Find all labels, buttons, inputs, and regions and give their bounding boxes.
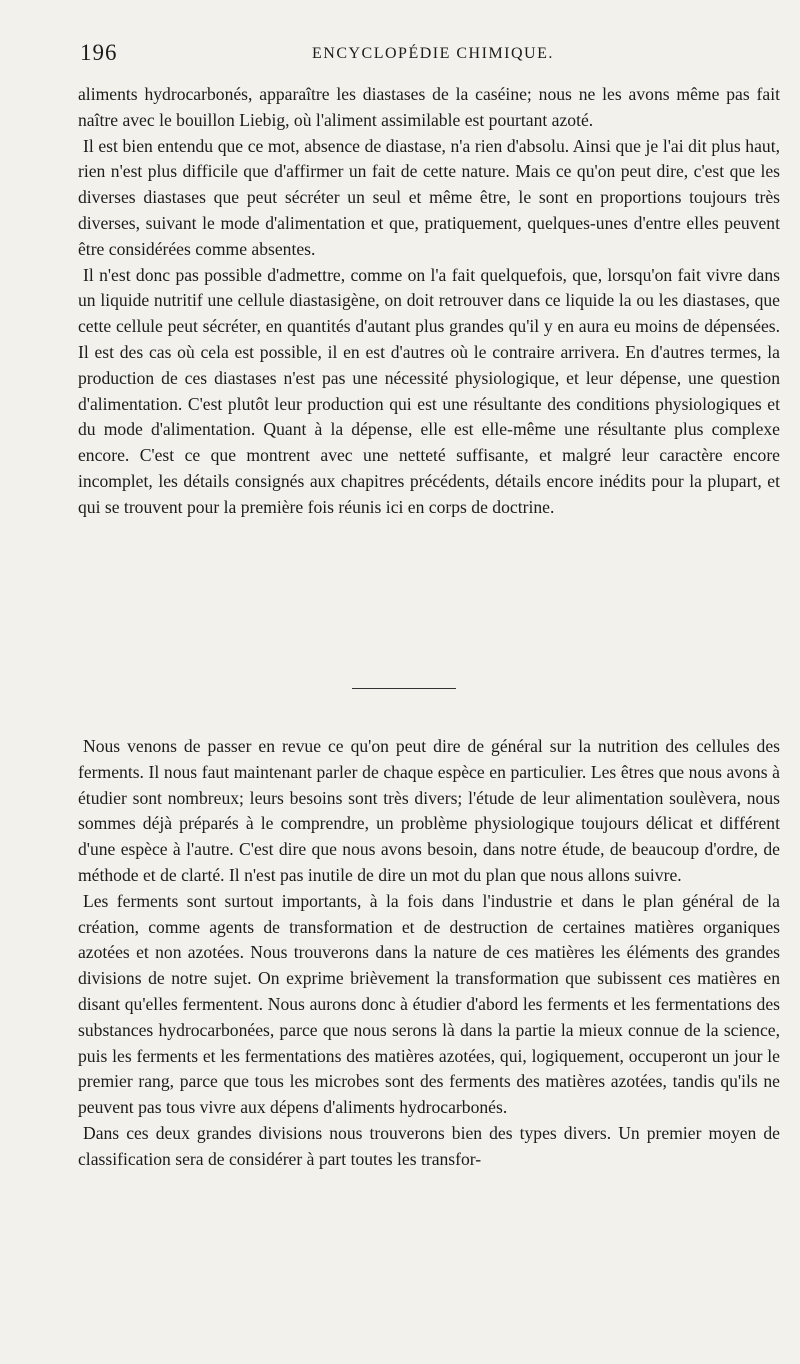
text-section-1 [78, 82, 780, 521]
text-section-2 [78, 734, 780, 1173]
section-separator-rule [352, 688, 456, 689]
paragraph-4: Nous venons de passer en revue ce qu'on peut dire de général sur la nutrition des cellules des ferments. Il nous faut maintenant parler de chaque espèce en particulier. Les êtres que nous avons à étudier sont nombreux; leurs besoins sont très divers; l'étude de leur alimentation soulèvera, nous sommes déjà préparés à le comprendre, un problème physiologique toujours délicat et différent d'une espèce à l'autre. C'est dire que nous avons besoin, dans notre étude, de beaucoup d'ordre, de méthode et de clarté. Il n'est pas inutile de dire un mot du plan que nous allons suivre. [78, 736, 780, 885]
paragraph-6: Dans ces deux grandes divisions nous trouverons bien des types divers. Un premier moyen de classification sera de considérer à part toutes les transfor- [78, 1122, 780, 1169]
paragraph-3: Il n'est donc pas possible d'admettre, comme on l'a fait quelquefois, que, lorsqu'on fait vivre dans un liquide nutritif une cellule diastasigène, on doit retrouver dans ce liquide la ou les diastases, que cette cellule peut sécréter, en quantités d'autant plus grandes qu'il y en aura eu moins de dépensées. Il est des cas où cela est possible, il en est d'autres où le contraire arrivera. En d'autres termes, la production de ces diastases n'est pas une nécessité physiologique, et leur dépense, une question d'alimentation. C'est plutôt leur production qui est une résultante des conditions physiologiques et du mode d'alimentation. Quant à la dépense, elle est elle-même une résultante plus complexe encore. C'est ce que montrent avec une netteté suffisante, et malgré leur caractère encore incomplet, les détails consignés aux chapitres précédents, détails encore inédits pour la plupart, et qui se trouvent pour la première fois réunis ici en corps de doctrine. [78, 264, 780, 517]
paragraph-5: Les ferments sont surtout importants, à la fois dans l'industrie et dans le plan général de la création, comme agents de transformation et de destruction de certaines matières organiques azotées et non azotées. Nous trouverons dans la nature de ces matières les éléments des grandes divisions de notre sujet. On exprime brièvement la transformation que subissent ces matières en disant qu'elles fermentent. Nous aurons donc à étudier d'abord les ferments et les fermentations des substances hydrocarbonées, parce que nous serons là dans la partie la mieux connue de la science, puis les ferments et les fermentations des matières azotées, qui, logiquement, occuperont un jour le premier rang, parce que tous les microbes sont des ferments des matières azotées, tandis qu'ils ne peuvent pas tous vivre aux dépens d'aliments hydrocarbonés. [78, 890, 780, 1118]
paragraph-1: aliments hydrocarbonés, apparaître les diastases de la caséine; nous ne les avons même pas fait naître avec le bouillon Liebig, où l'aliment assimilable est pourtant azoté. [78, 84, 780, 130]
paragraph-2: Il est bien entendu que ce mot, absence de diastase, n'a rien d'absolu. Ainsi que je l'ai dit plus haut, rien n'est plus difficile que d'affirmer un fait de cette nature. Mais ce qu'on peut dire, c'est que les diverses diastases que peut sécréter un seul et même être, le sont en proportions toujours très diverses, suivant le mode d'alimentation et que, pratiquement, quelques-unes d'entre elles peuvent être considérées comme absentes. [78, 135, 780, 259]
running-title: ENCYCLOPÉDIE CHIMIQUE. [312, 45, 554, 62]
page-number: 196 [80, 40, 118, 65]
page-header [80, 40, 780, 70]
